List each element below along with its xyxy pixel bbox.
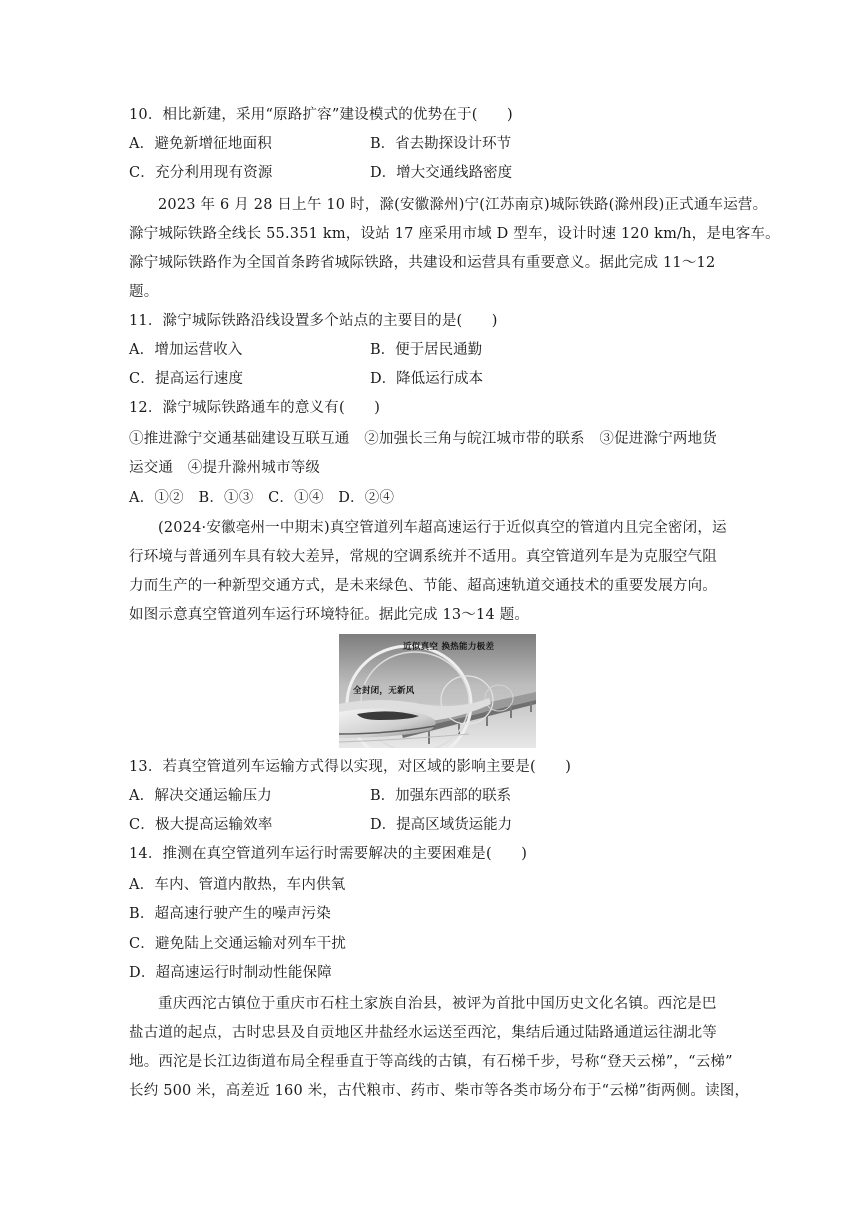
passage3-line-1: 重庆西沱古镇位于重庆市石柱土家族自治县，被评为首批中国历史文化名镇。西沱是巴 bbox=[158, 996, 717, 1012]
passage1-line-2: 滁宁城际铁路全线长 55.351 km，设站 17 座采用市域 D 型车，设计时速 120 km/h，是电客车。 bbox=[129, 226, 780, 242]
q13-stem: 13．若真空管道列车运输方式得以实现，对区域的影响主要是( ) bbox=[129, 759, 572, 775]
q12-stem: 12．滁宁城际铁路通车的意义有( ) bbox=[129, 400, 381, 416]
q11-stem: 11．滁宁城际铁路沿线设置多个站点的主要目的是( ) bbox=[129, 313, 498, 329]
q10-option-d: D．增大交通线路密度 bbox=[370, 165, 513, 181]
q10-option-b: B．省去勘探设计环节 bbox=[370, 136, 512, 152]
q12-items-line-1: ①推进滁宁交通基础建设互联互通 ②加强长三角与皖江城市带的联系 ③促进滁宁两地货 bbox=[129, 431, 717, 447]
q13-option-d: D．提高区域货运能力 bbox=[370, 817, 513, 833]
passage1-line-4: 题。 bbox=[129, 284, 159, 300]
passage2-line-4: 如图示意真空管道列车运行环境特征。据此完成 13～14 题。 bbox=[129, 607, 530, 623]
passage2-line-2: 行环境与普通列车具有较大差异，常规的空调系统并不适用。真空管道列车是为克服空气阻 bbox=[129, 549, 717, 565]
q13-option-c: C．极大提高运输效率 bbox=[129, 817, 273, 833]
passage2-line-1: (2024·安徽亳州一中期末)真空管道列车超高速运行于近似真空的管道内且完全密闭，运 bbox=[158, 520, 727, 536]
figure-label-top: 近似真空 换热能力极差 bbox=[403, 642, 495, 652]
q11-option-a: A．增加运营收入 bbox=[129, 342, 243, 358]
passage3-line-4: 长约 500 米，高差近 160 米，古代粮市、药市、柴市等各类市场分布于“云梯”街两侧。读图， bbox=[129, 1083, 750, 1099]
q12-options: A．①② B．①③ C．①④ D．②④ bbox=[129, 490, 395, 506]
passage1-line-3: 滁宁城际铁路作为全国首条跨省城际铁路，共建设和运营具有重要意义。据此完成 11～12 bbox=[129, 255, 716, 271]
q11-option-c: C．提高运行速度 bbox=[129, 371, 244, 387]
q14-stem: 14．推测在真空管道列车运行时需要解决的主要困难是( ) bbox=[129, 846, 528, 862]
q10-option-a: A．避免新增征地面积 bbox=[129, 136, 272, 152]
q14-option-d: D．超高速运行时制动性能保障 bbox=[129, 965, 332, 981]
q12-items-line-2: 运交通 ④提升滁州城市等级 bbox=[129, 460, 321, 476]
q13-option-a: A．解决交通运输压力 bbox=[129, 788, 272, 804]
q14-option-a: A．车内、管道内散热，车内供氧 bbox=[129, 877, 346, 893]
q11-option-b: B．便于居民通勤 bbox=[370, 342, 483, 358]
q10-stem: 10．相比新建，采用“原路扩容”建设模式的优势在于( ) bbox=[129, 107, 513, 123]
q14-option-b: B．超高速行驶产生的噪声污染 bbox=[129, 906, 331, 922]
q11-option-d: D．降低运行成本 bbox=[370, 371, 484, 387]
q10-option-c: C．充分利用现有资源 bbox=[129, 165, 273, 181]
passage1-line-1: 2023 年 6 月 28 日上午 10 时，滁(安徽滁州)宁(江苏南京)城际铁路(滁州段)正式通车运营。 bbox=[158, 197, 768, 213]
passage3-line-3: 地。西沱是长江边街道布局全程垂直于等高线的古镇，有石梯千步，号称“登天云梯”，“云梯” bbox=[129, 1054, 733, 1070]
q14-option-c: C．避免陆上交通运输对列车干扰 bbox=[129, 936, 347, 952]
q13-option-b: B．加强东西部的联系 bbox=[370, 788, 512, 804]
passage3-line-2: 盐古道的起点，古时忠县及自贡地区井盐经水运送至西沱，集结后通过陆路通道运往湖北等 bbox=[129, 1025, 717, 1041]
passage2-line-3: 力而生产的一种新型交通方式，是未来绿色、节能、超高速轨道交通技术的重要发展方向。 bbox=[129, 578, 717, 594]
figure-label-left: 全封闭，无新风 bbox=[353, 686, 415, 696]
vacuum-tube-train-figure bbox=[339, 634, 536, 748]
